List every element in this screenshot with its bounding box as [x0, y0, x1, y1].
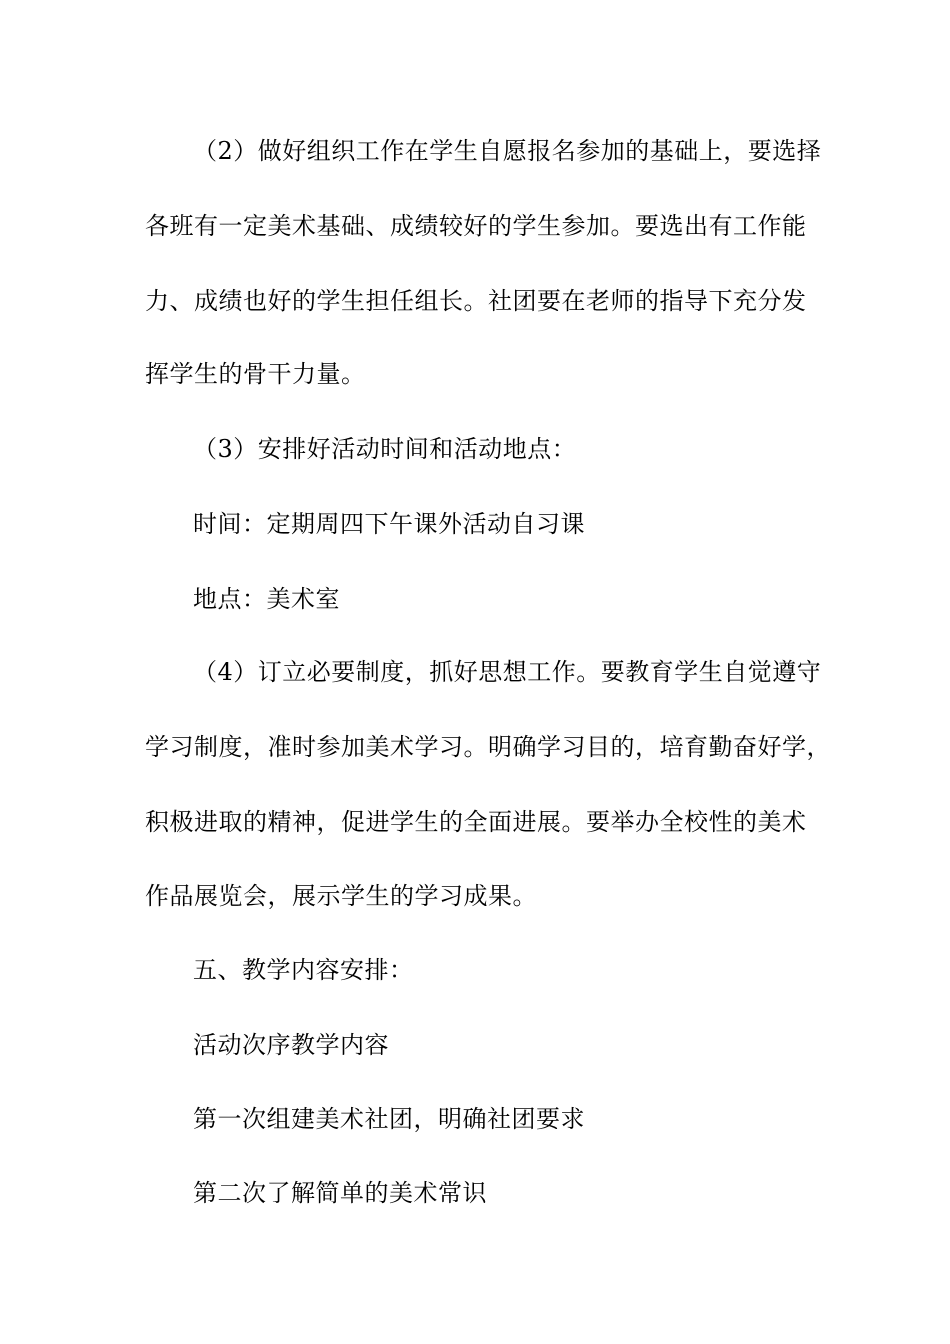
paragraph-4-line-2: 学习制度，准时参加美术学习。明确学习目的，培育勤奋好学，: [145, 733, 831, 761]
schedule-item-2: 第二次了解简单的美术常识: [193, 1179, 487, 1207]
schedule-header: 活动次序教学内容: [193, 1031, 389, 1059]
schedule-item-1: 第一次组建美术社团，明确社团要求: [193, 1105, 585, 1133]
paragraph-3-line-1: （3）安排好活动时间和活动地点：: [193, 435, 577, 463]
paragraph-2-line-1: （2）做好组织工作在学生自愿报名参加的基础上，要选择: [193, 137, 822, 165]
paragraph-4-line-3: 积极进取的精神，促进学生的全面进展。要举办全校性的美术: [145, 808, 807, 836]
paragraph-2-line-4: 挥学生的骨干力量。: [145, 360, 366, 388]
paragraph-4-line-4: 作品展览会，展示学生的学习成果。: [145, 882, 537, 910]
paragraph-2-line-2: 各班有一定美术基础、成绩较好的学生参加。要选出有工作能: [145, 212, 807, 240]
paragraph-4-line-1: （4）订立必要制度，抓好思想工作。要教育学生自觉遵守: [193, 658, 822, 686]
location-line: 地点：美术室: [193, 585, 340, 613]
section-5-heading: 五、教学内容安排：: [193, 956, 414, 984]
time-line: 时间：定期周四下午课外活动自习课: [193, 510, 585, 538]
paragraph-2-line-3: 力、成绩也好的学生担任组长。社团要在老师的指导下充分发: [145, 287, 807, 315]
